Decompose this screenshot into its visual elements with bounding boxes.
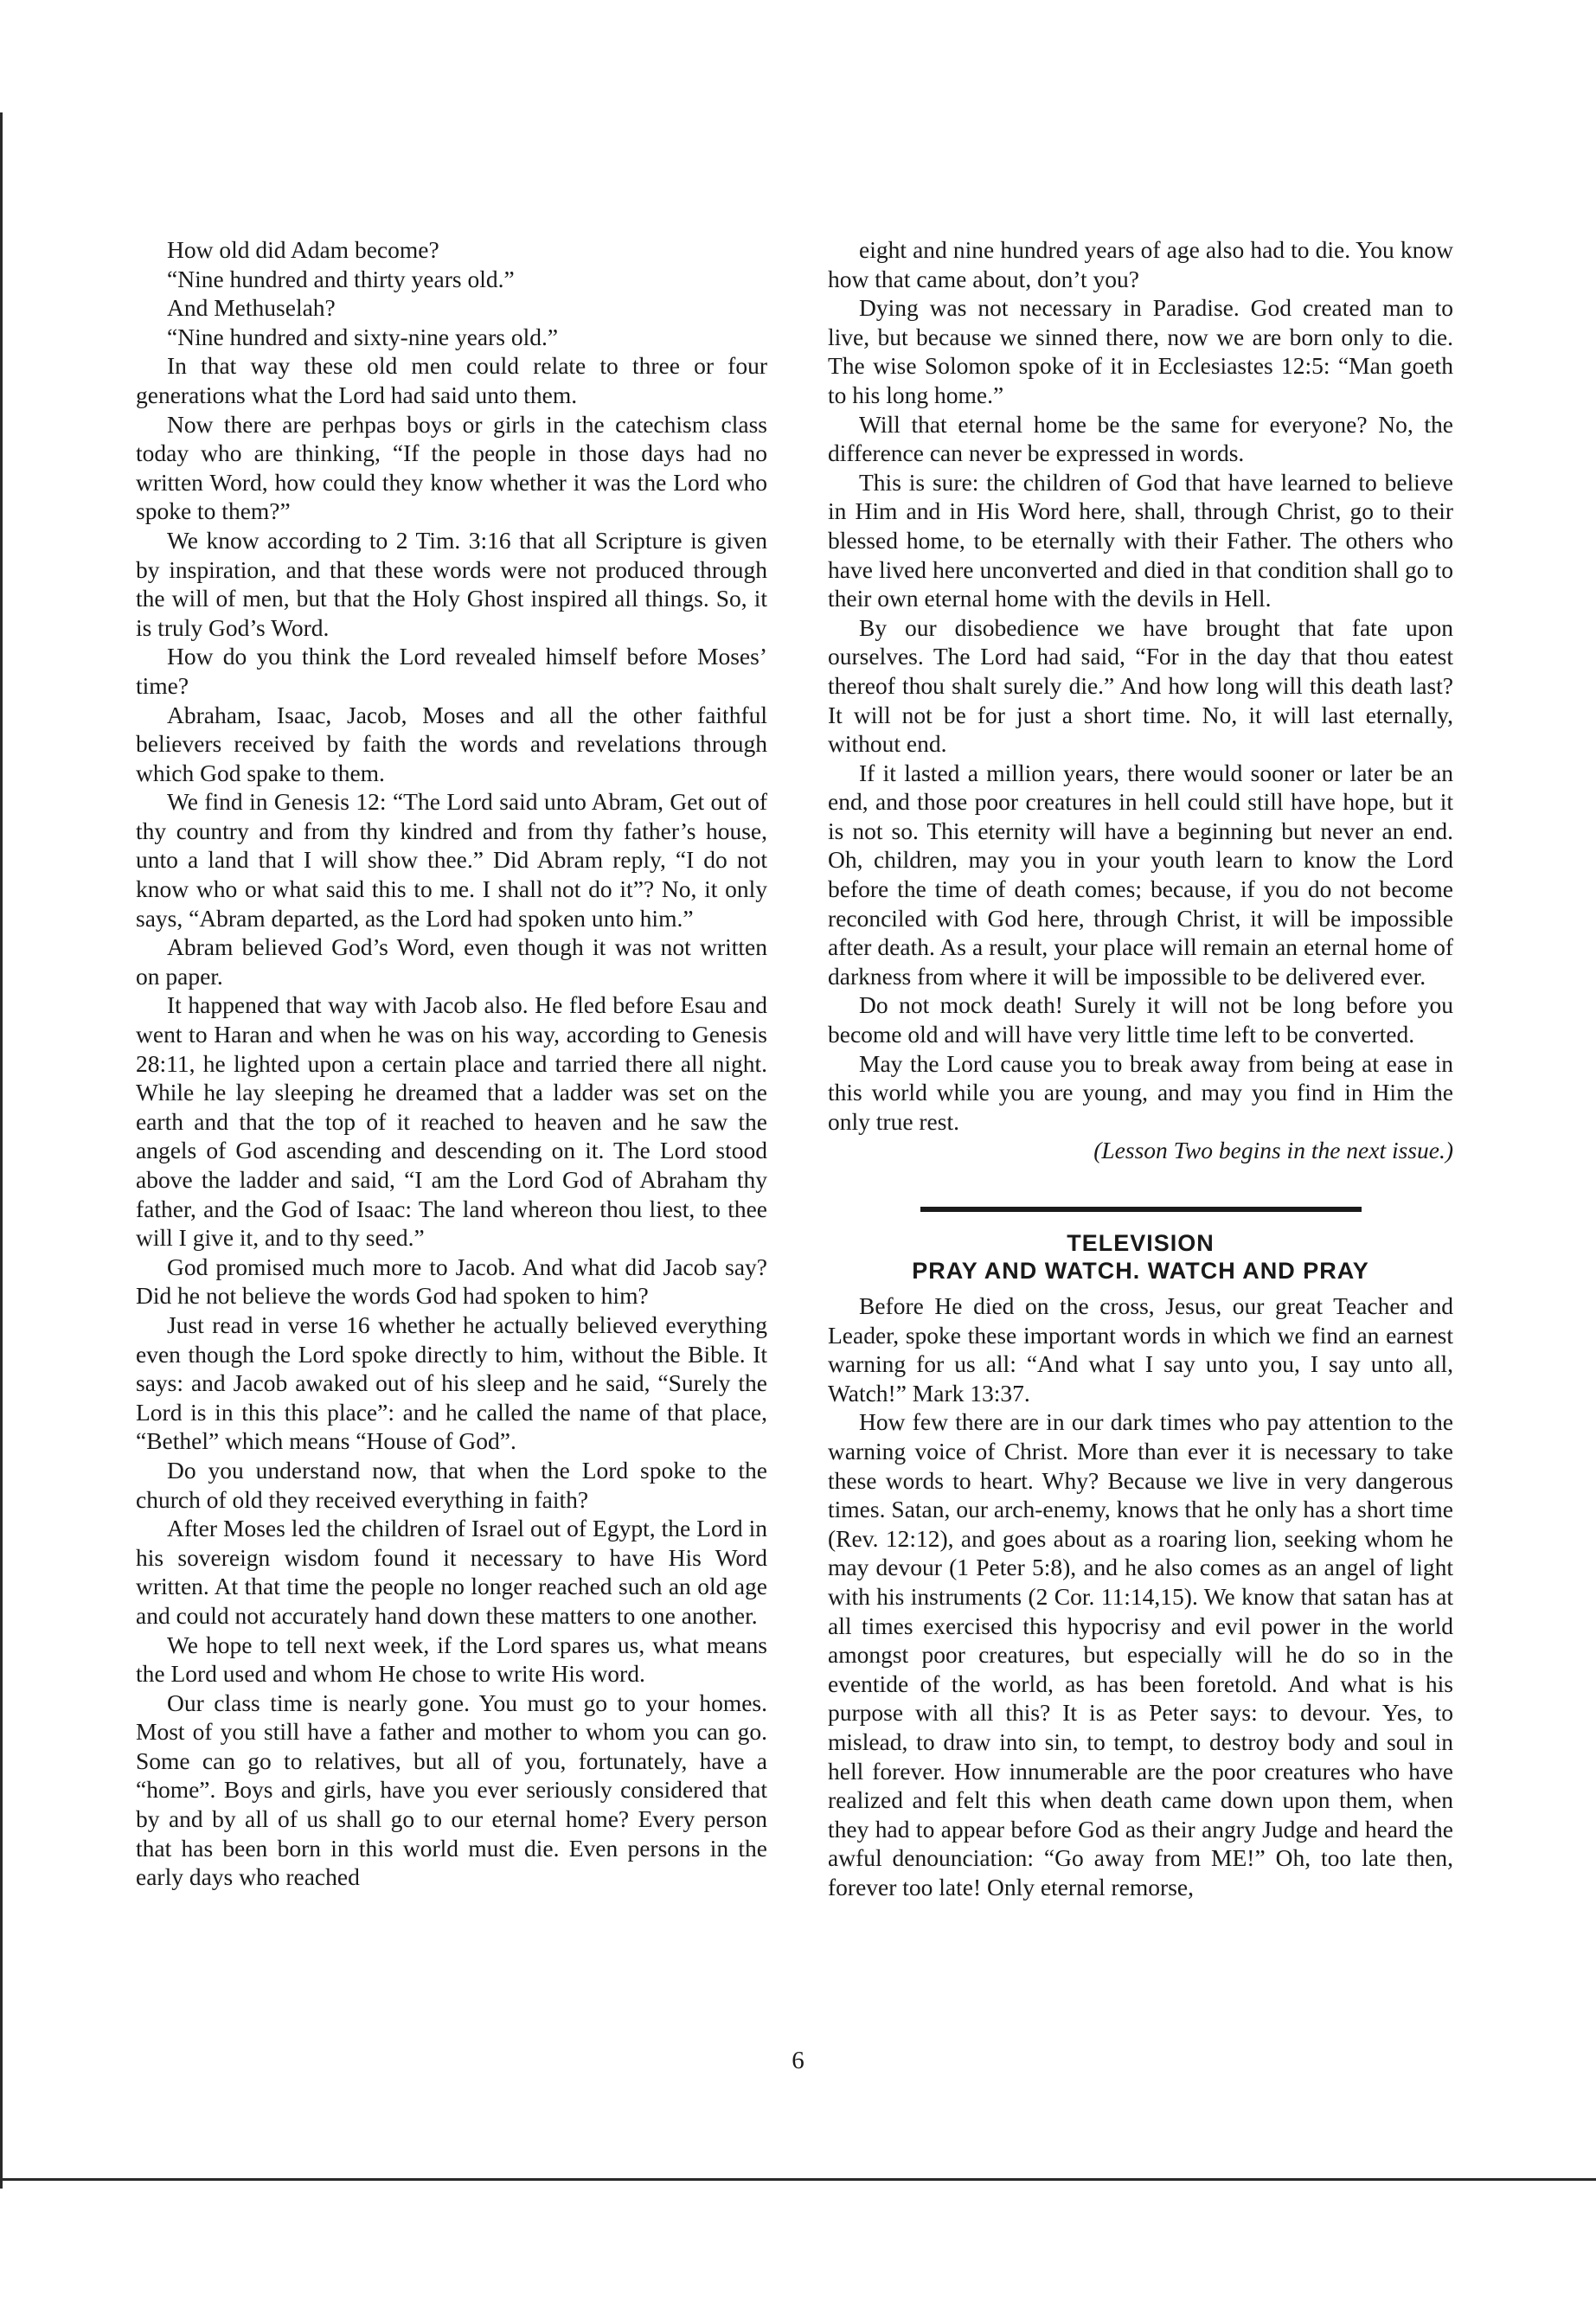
paragraph: Now there are perhpas boys or girls in the catechism class today who are thinking, “If the people in those days had no written Word, how could they know whether it was the Lord who spoke to them?” bbox=[136, 410, 767, 525]
paragraph: By our disobedience we have brought that fate upon ourselves. The Lord had said, “For in the day that thou eatest thereof thou shalt surely die.” And how long will this death last? It will not be for just a short time. No, it will last eternally, without end. bbox=[828, 613, 1453, 758]
paragraph: God promised much more to Jacob. And what did Jacob say? Did he not believe the words God had spoken to him? bbox=[136, 1253, 767, 1310]
paragraph: Before He died on the cross, Jesus, our great Teacher and Leader, spoke these important words in which we find an earnest warning for us all: “And what I say unto you, I say unto all, Watch!” Mark 13:37. bbox=[828, 1292, 1453, 1407]
article-subtitle: PRAY AND WATCH. WATCH AND PRAY bbox=[912, 1258, 1369, 1284]
paragraph: Abram believed God’s Word, even though it was not written on paper. bbox=[136, 933, 767, 990]
continuation-note: (Lesson Two begins in the next issue.) bbox=[1093, 1137, 1453, 1164]
paragraph: After Moses led the children of Israel out of Egypt, the Lord in his sovereign wisdom found it necessary to have His Word written. At that time the people no longer reached such an old age and could not accurately hand down these matters to one another. bbox=[136, 1515, 767, 1629]
paragraph: Our class time is nearly gone. You must go to your homes. Most of you still have a father and mother to whom you can go. Some can go to relatives, but all of you, fortunately, have a “home”. Boys and girls, have you ever seriously considered that by and by all of us shall go to our eternal home? Every person that has been born in this world must die. Even persons in the early days who reached bbox=[136, 1689, 767, 1891]
paragraph: How few there are in our dark times who pay attention to the warning voice of Christ. More than ever it is necessary to take these words to heart. Why? Because we live in very dangerous times. Satan, our arch-enemy, knows that he only has a short time (Rev. 12:12), and goes about as a roaring lion, seeking whom he may devour (1 Peter 5:8), and he also comes as an angel of light with his instruments (2 Cor. 11:14,15). We know that satan has at all times exercised this hypocrisy and evil power in the world amongst poor creatures, but especially will he do so in the eventide of the world, as has been foretold. And what is his purpose with all this? It is as Peter says: to devour. Yes, to mislead, to draw into sin, to tempt, to destroy body and soul in hell forever. How innumerable are the poor creatures who have realized and felt this when death came down upon them, when they had to appear before God as their angry Judge and heard the awful denounciation: “Go away from ME!” Oh, too late then, forever too late! Only eternal remorse, bbox=[828, 1408, 1453, 1900]
paragraph: Dying was not necessary in Paradise. God created man to live, but because we sinned there, now we are born only to die. The wise Solomon spoke of it in Ecclesiastes 12:5: “Man goeth to his long home.” bbox=[828, 294, 1453, 408]
section-divider bbox=[920, 1207, 1362, 1212]
paragraph: May the Lord cause you to break away from being at ease in this world while you are young, and may you find in Him the only true rest. bbox=[828, 1049, 1453, 1135]
paragraph: We hope to tell next week, if the Lord spares us, what means the Lord used and whom He chose to write His word. bbox=[136, 1631, 767, 1688]
paragraph: In that way these old men could relate to three or four generations what the Lord had said unto them. bbox=[136, 352, 767, 408]
scan-bottom-edge bbox=[0, 2178, 1596, 2181]
scan-left-edge bbox=[0, 112, 3, 2189]
paragraph: How old did Adam become? bbox=[167, 236, 439, 263]
paragraph: Just read in verse 16 whether he actually believed everything even though the Lord spoke directly to him, without the Bible. It says: and Jacob awaked out of his sleep and he said, “Surely the Lord is in this this place”: and he called the name of that place, “Bethel” which means “House of God”. bbox=[136, 1311, 767, 1455]
paragraph: Abraham, Isaac, Jacob, Moses and all the other faithful believers received by faith the words and revelations through which God spake to them. bbox=[136, 701, 767, 786]
paragraph: This is sure: the children of God that have learned to believe in Him and in His Word here, shall, through Christ, go to their blessed home, to be eternally with their Father. The others who have lived here unconverted and died in that condition shall go to their own eternal home with the devils in Hell. bbox=[828, 468, 1453, 612]
paragraph: How do you think the Lord revealed himself before Moses’ time? bbox=[136, 643, 767, 699]
paragraph: If it lasted a million years, there would sooner or later be an end, and those poor creatures in hell could still have hope, but it is not so. This eternity will have a beginning but never an end. Oh, children, may you in your youth learn to know the Lord before the time of death comes; because, if you do not become reconciled with God here, through Christ, it will be impossible after death. As a result, your place will remain an eternal home of darkness from where it will be impossible to be delivered ever. bbox=[828, 759, 1453, 990]
right-column bbox=[828, 235, 1453, 1901]
paragraph: It happened that way with Jacob also. He fled before Esau and went to Haran and when he was on his way, according to Genesis 28:11, he lighted upon a certain place and tarried there all night. While he lay sleeping he dreamed that a ladder was set on the earth and that the top of it reached to heaven and he saw the angels of God ascending and descending on it. The Lord stood above the ladder and said, “I am the Lord God of Abraham thy father, and the God of Isaac: The land whereon thou liest, to thee will I give it, and to thy seed.” bbox=[136, 991, 767, 1252]
paragraph: We know according to 2 Tim. 3:16 that all Scripture is given by inspiration, and that these words were not produced through the will of men, but that the Holy Ghost inspired all things. So, it is truly God’s Word. bbox=[136, 526, 767, 641]
article-title: TELEVISION bbox=[1067, 1230, 1215, 1256]
paragraph: “Nine hundred and thirty years old.” bbox=[167, 265, 515, 292]
paragraph: We find in Genesis 12: “The Lord said unto Abram, Get out of thy country and from thy kindred and from thy father’s house, unto a land that I will show thee.” Did Abram reply, “I do not know who or what said this to me. I shall not do it”? No, it only says, “Abram departed, as the Lord had spoken unto him.” bbox=[136, 788, 767, 932]
page-number: 6 bbox=[792, 2047, 804, 2074]
paragraph: And Methuselah? bbox=[167, 294, 336, 322]
paragraph: eight and nine hundred years of age also had to die. You know how that came about, don’t you? bbox=[828, 236, 1453, 292]
left-column bbox=[136, 235, 767, 1892]
paragraph: Will that eternal home be the same for everyone? No, the difference can never be expressed in words. bbox=[828, 410, 1453, 467]
paragraph: Do not mock death! Surely it will not be long before you become old and will have very little time left to be converted. bbox=[828, 991, 1453, 1048]
paragraph: “Nine hundred and sixty-nine years old.” bbox=[167, 323, 559, 350]
paragraph: Do you understand now, that when the Lord spoke to the church of old they received everything in faith? bbox=[136, 1456, 767, 1513]
